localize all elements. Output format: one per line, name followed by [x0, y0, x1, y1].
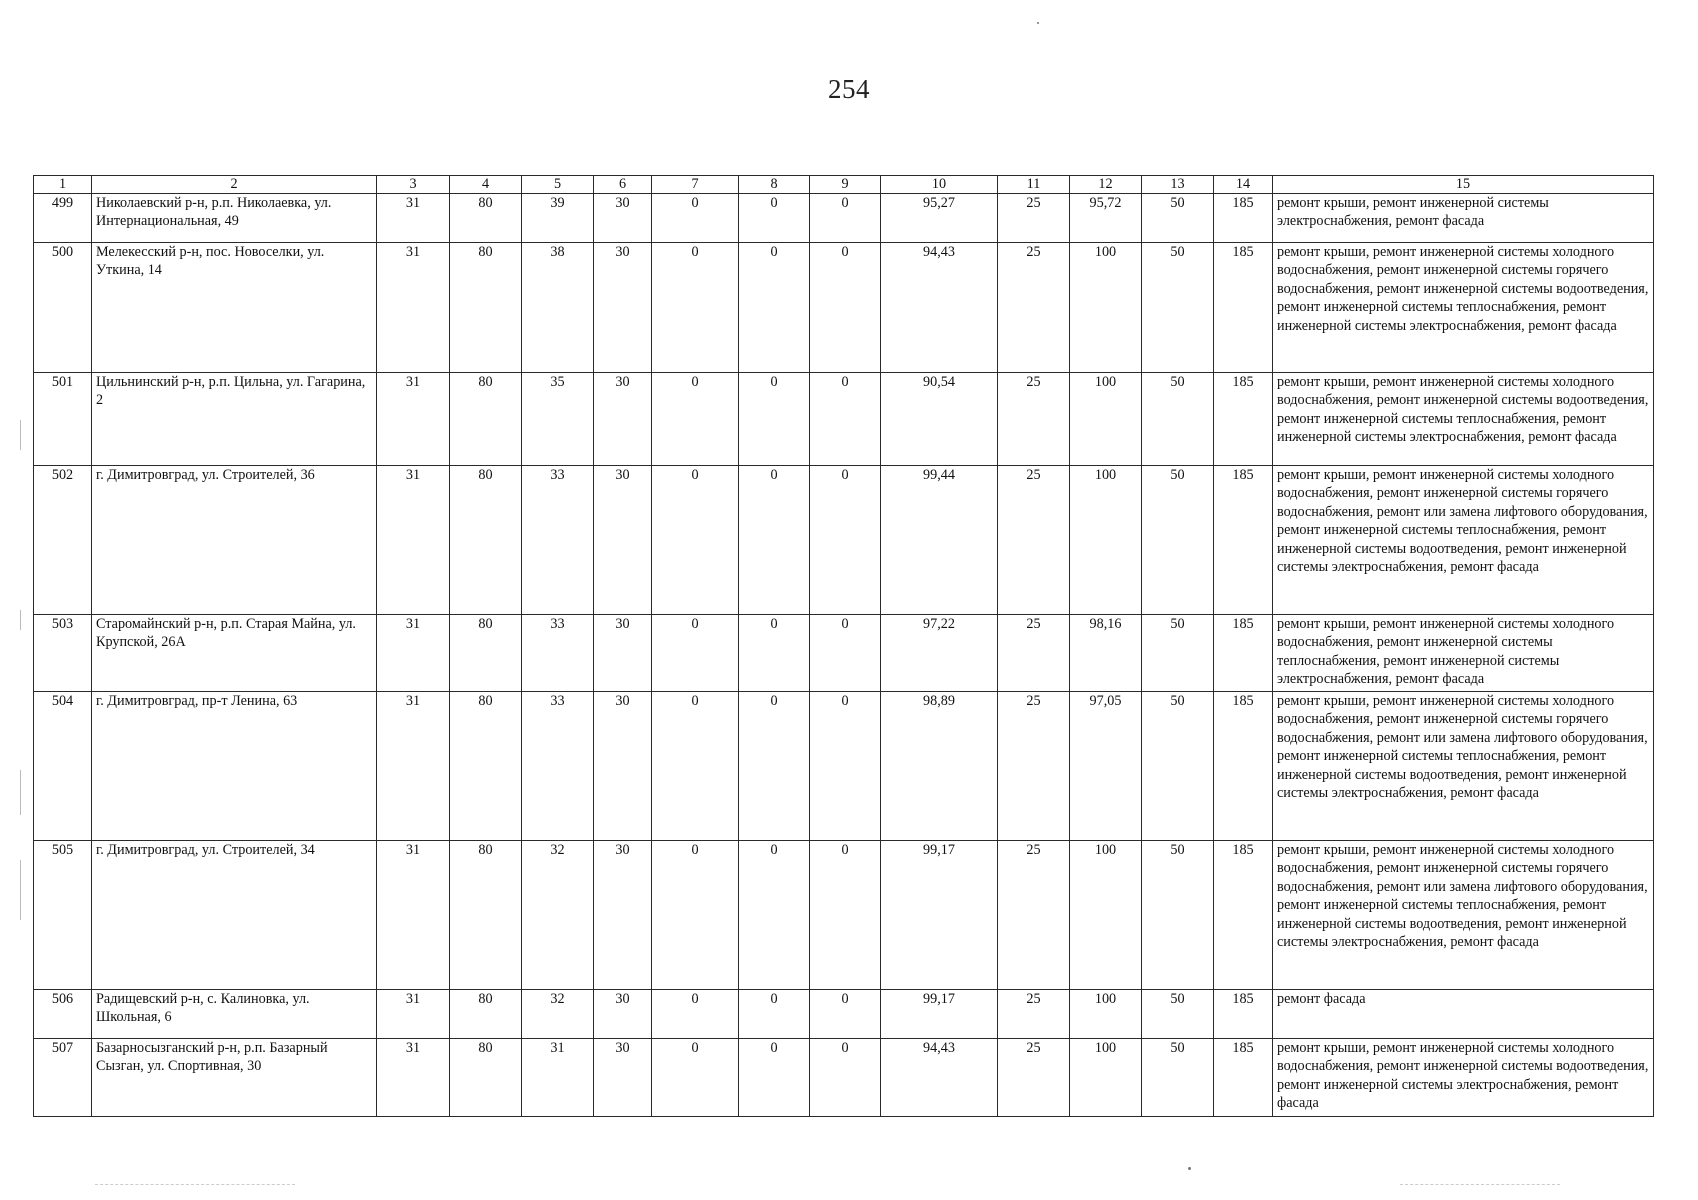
table-body [34, 194, 1654, 1117]
col5-value: 38 [522, 243, 594, 373]
col10-value: 99,44 [881, 466, 998, 615]
col13-value: 50 [1142, 373, 1214, 466]
col9-value: 0 [810, 841, 881, 990]
col8-value: 0 [739, 615, 810, 692]
col8-value: 0 [739, 243, 810, 373]
col9-value: 0 [810, 194, 881, 243]
table-row [34, 692, 1654, 841]
col12-value: 100 [1070, 466, 1142, 615]
col11-value: 25 [998, 615, 1070, 692]
col9-value: 0 [810, 373, 881, 466]
address-cell: Базарносызганский р-н, р.п. Базарный Сызган, ул. Спортивная, 30 [92, 1039, 377, 1117]
col4-value: 80 [450, 194, 522, 243]
col10-value: 90,54 [881, 373, 998, 466]
col3-value: 31 [377, 466, 450, 615]
row-number: 499 [34, 194, 92, 243]
col8-value: 0 [739, 692, 810, 841]
col7-value: 0 [652, 692, 739, 841]
col13-value: 50 [1142, 841, 1214, 990]
address-cell: г. Димитровград, ул. Строителей, 34 [92, 841, 377, 990]
col11-value: 25 [998, 841, 1070, 990]
column-header: 8 [739, 176, 810, 194]
address-cell: Старомайнский р-н, р.п. Старая Майна, ул. Крупской, 26А [92, 615, 377, 692]
column-header: 2 [92, 176, 377, 194]
col3-value: 31 [377, 373, 450, 466]
scan-edge-line [20, 860, 21, 920]
col9-value: 0 [810, 243, 881, 373]
works-cell: ремонт крыши, ремонт инженерной системы электроснабжения, ремонт фасада [1273, 194, 1654, 243]
scan-edge-line [1400, 1184, 1560, 1186]
col14-value: 185 [1214, 1039, 1273, 1117]
col9-value: 0 [810, 1039, 881, 1117]
col6-value: 30 [594, 1039, 652, 1117]
col9-value: 0 [810, 990, 881, 1039]
col5-value: 32 [522, 841, 594, 990]
address-cell: Радищевский р-н, с. Калиновка, ул. Школьная, 6 [92, 990, 377, 1039]
address-cell: Мелекесский р-н, пос. Новоселки, ул. Уткина, 14 [92, 243, 377, 373]
row-number: 501 [34, 373, 92, 466]
col8-value: 0 [739, 194, 810, 243]
col14-value: 185 [1214, 466, 1273, 615]
col14-value: 185 [1214, 243, 1273, 373]
column-header: 7 [652, 176, 739, 194]
column-header: 15 [1273, 176, 1654, 194]
column-header: 10 [881, 176, 998, 194]
column-header: 14 [1214, 176, 1273, 194]
col10-value: 94,43 [881, 1039, 998, 1117]
scan-speck [1188, 1167, 1191, 1170]
col6-value: 30 [594, 841, 652, 990]
repair-program-table [33, 175, 1654, 1117]
col3-value: 31 [377, 692, 450, 841]
col4-value: 80 [450, 692, 522, 841]
col11-value: 25 [998, 194, 1070, 243]
col6-value: 30 [594, 692, 652, 841]
col10-value: 97,22 [881, 615, 998, 692]
col5-value: 32 [522, 990, 594, 1039]
col12-value: 98,16 [1070, 615, 1142, 692]
col6-value: 30 [594, 243, 652, 373]
col5-value: 33 [522, 615, 594, 692]
col11-value: 25 [998, 1039, 1070, 1117]
col11-value: 25 [998, 243, 1070, 373]
col4-value: 80 [450, 990, 522, 1039]
col5-value: 33 [522, 692, 594, 841]
col3-value: 31 [377, 615, 450, 692]
scan-edge-line [20, 770, 21, 815]
row-number: 503 [34, 615, 92, 692]
col3-value: 31 [377, 194, 450, 243]
column-header: 13 [1142, 176, 1214, 194]
col6-value: 30 [594, 615, 652, 692]
col13-value: 50 [1142, 692, 1214, 841]
works-cell: ремонт крыши, ремонт инженерной системы холодного водоснабжения, ремонт инженерной системы горячего водоснабжения, ремонт или замена лифтового оборудования, ремонт инженерной системы теплоснабжения, ремонт инженерной системы водоотведения, ремонт инженерной системы электроснабжения, ремонт фасада [1273, 841, 1654, 990]
col12-value: 100 [1070, 841, 1142, 990]
col13-value: 50 [1142, 990, 1214, 1039]
col7-value: 0 [652, 373, 739, 466]
col4-value: 80 [450, 243, 522, 373]
col5-value: 31 [522, 1039, 594, 1117]
column-header: 5 [522, 176, 594, 194]
column-header: 3 [377, 176, 450, 194]
col6-value: 30 [594, 373, 652, 466]
col13-value: 50 [1142, 194, 1214, 243]
works-cell: ремонт крыши, ремонт инженерной системы холодного водоснабжения, ремонт инженерной системы горячего водоснабжения, ремонт инженерной системы водоотведения, ремонт инженерной системы теплоснабжения, ремонт инженерной системы электроснабжения, ремонт фасада [1273, 243, 1654, 373]
row-number: 502 [34, 466, 92, 615]
col4-value: 80 [450, 373, 522, 466]
col5-value: 33 [522, 466, 594, 615]
col3-value: 31 [377, 243, 450, 373]
column-header: 11 [998, 176, 1070, 194]
page-number: 254 [828, 74, 870, 104]
table-row [34, 990, 1654, 1039]
column-header: 12 [1070, 176, 1142, 194]
address-cell: Николаевский р-н, р.п. Николаевка, ул. Интернациональная, 49 [92, 194, 377, 243]
col3-value: 31 [377, 841, 450, 990]
col7-value: 0 [652, 615, 739, 692]
col7-value: 0 [652, 243, 739, 373]
col14-value: 185 [1214, 692, 1273, 841]
table-row [34, 466, 1654, 615]
col3-value: 31 [377, 1039, 450, 1117]
column-header: 1 [34, 176, 92, 194]
col5-value: 35 [522, 373, 594, 466]
col13-value: 50 [1142, 615, 1214, 692]
col5-value: 39 [522, 194, 594, 243]
col6-value: 30 [594, 990, 652, 1039]
col11-value: 25 [998, 990, 1070, 1039]
col4-value: 80 [450, 466, 522, 615]
scan-edge-line [20, 610, 21, 630]
col10-value: 94,43 [881, 243, 998, 373]
col12-value: 97,05 [1070, 692, 1142, 841]
col7-value: 0 [652, 990, 739, 1039]
table-row [34, 615, 1654, 692]
col7-value: 0 [652, 194, 739, 243]
col7-value: 0 [652, 1039, 739, 1117]
works-cell: ремонт крыши, ремонт инженерной системы холодного водоснабжения, ремонт инженерной системы горячего водоснабжения, ремонт или замена лифтового оборудования, ремонт инженерной системы теплоснабжения, ремонт инженерной системы водоотведения, ремонт инженерной системы электроснабжения, ремонт фасада [1273, 692, 1654, 841]
address-cell: г. Димитровград, ул. Строителей, 36 [92, 466, 377, 615]
col8-value: 0 [739, 373, 810, 466]
col14-value: 185 [1214, 373, 1273, 466]
col13-value: 50 [1142, 466, 1214, 615]
col7-value: 0 [652, 841, 739, 990]
table-row [34, 243, 1654, 373]
col9-value: 0 [810, 692, 881, 841]
col8-value: 0 [739, 466, 810, 615]
col3-value: 31 [377, 990, 450, 1039]
col12-value: 100 [1070, 243, 1142, 373]
col10-value: 99,17 [881, 841, 998, 990]
address-cell: г. Димитровград, пр-т Ленина, 63 [92, 692, 377, 841]
scan-edge-line [20, 420, 21, 450]
works-cell: ремонт крыши, ремонт инженерной системы холодного водоснабжения, ремонт инженерной системы водоотведения, ремонт инженерной системы теплоснабжения, ремонт инженерной системы электроснабжения, ремонт фасада [1273, 373, 1654, 466]
row-number: 506 [34, 990, 92, 1039]
scan-speck [1037, 22, 1039, 24]
col11-value: 25 [998, 466, 1070, 615]
col10-value: 98,89 [881, 692, 998, 841]
col8-value: 0 [739, 1039, 810, 1117]
col6-value: 30 [594, 466, 652, 615]
col9-value: 0 [810, 615, 881, 692]
column-header: 4 [450, 176, 522, 194]
table-row [34, 194, 1654, 243]
col8-value: 0 [739, 841, 810, 990]
col11-value: 25 [998, 373, 1070, 466]
col7-value: 0 [652, 466, 739, 615]
row-number: 500 [34, 243, 92, 373]
col10-value: 99,17 [881, 990, 998, 1039]
col4-value: 80 [450, 841, 522, 990]
table-row [34, 841, 1654, 990]
col13-value: 50 [1142, 243, 1214, 373]
address-cell: Цильнинский р-н, р.п. Цильна, ул. Гагарина, 2 [92, 373, 377, 466]
col11-value: 25 [998, 692, 1070, 841]
works-cell: ремонт крыши, ремонт инженерной системы холодного водоснабжения, ремонт инженерной системы водоотведения, ремонт инженерной системы электроснабжения, ремонт фасада [1273, 1039, 1654, 1117]
table-row [34, 1039, 1654, 1117]
col12-value: 100 [1070, 990, 1142, 1039]
works-cell: ремонт фасада [1273, 990, 1654, 1039]
column-header: 6 [594, 176, 652, 194]
col10-value: 95,27 [881, 194, 998, 243]
col14-value: 185 [1214, 615, 1273, 692]
col4-value: 80 [450, 615, 522, 692]
works-cell: ремонт крыши, ремонт инженерной системы холодного водоснабжения, ремонт инженерной системы теплоснабжения, ремонт инженерной системы электроснабжения, ремонт фасада [1273, 615, 1654, 692]
col8-value: 0 [739, 990, 810, 1039]
table-row [34, 373, 1654, 466]
row-number: 505 [34, 841, 92, 990]
col12-value: 95,72 [1070, 194, 1142, 243]
col12-value: 100 [1070, 373, 1142, 466]
row-number: 504 [34, 692, 92, 841]
scan-edge-line [95, 1184, 295, 1186]
col14-value: 185 [1214, 841, 1273, 990]
col6-value: 30 [594, 194, 652, 243]
col12-value: 100 [1070, 1039, 1142, 1117]
works-cell: ремонт крыши, ремонт инженерной системы холодного водоснабжения, ремонт инженерной системы горячего водоснабжения, ремонт или замена лифтового оборудования, ремонт инженерной системы теплоснабжения, ремонт инженерной системы водоотведения, ремонт инженерной системы электроснабжения, ремонт фасада [1273, 466, 1654, 615]
col14-value: 185 [1214, 194, 1273, 243]
row-number: 507 [34, 1039, 92, 1117]
col14-value: 185 [1214, 990, 1273, 1039]
column-header: 9 [810, 176, 881, 194]
col4-value: 80 [450, 1039, 522, 1117]
col9-value: 0 [810, 466, 881, 615]
col13-value: 50 [1142, 1039, 1214, 1117]
column-number-row [34, 176, 1654, 194]
